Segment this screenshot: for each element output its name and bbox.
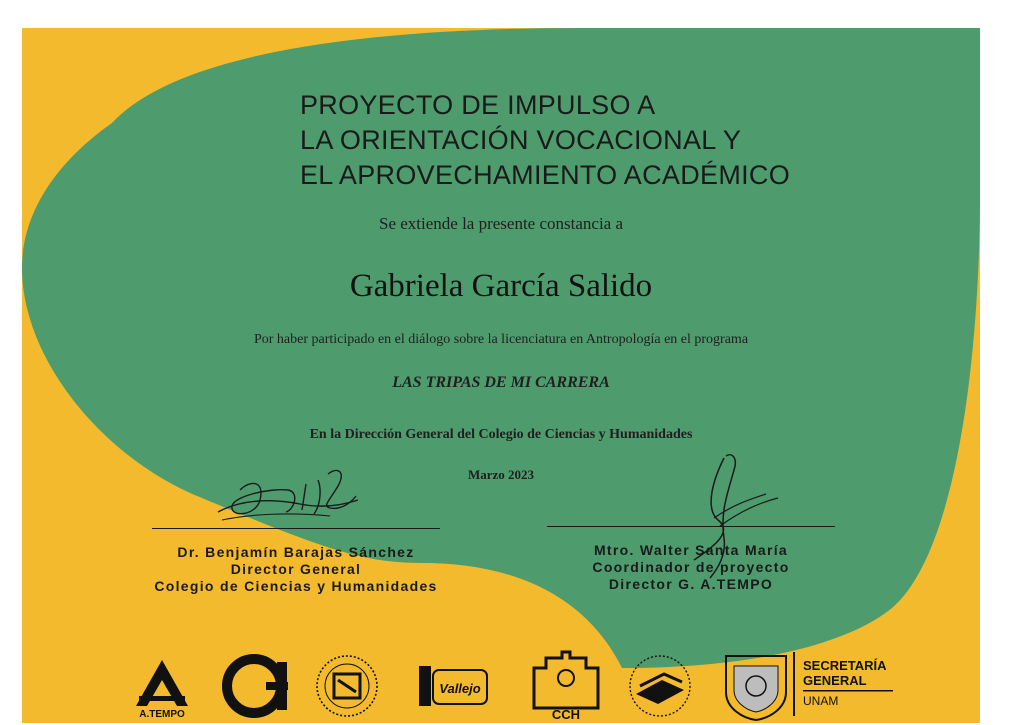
title-line-3: EL APROVECHAMIENTO ACADÉMICO [300,160,791,190]
ch-logo [227,659,288,713]
signatory-1-name: Dr. Benjamín Barajas Sánchez [177,544,415,560]
location-text: En la Dirección General del Colegio de Ciencias y Humanidades [309,427,693,442]
signature-line-1 [152,528,440,529]
program-name: LAS TRIPAS DE MI CARRERA [392,374,610,391]
signature-1 [210,460,370,535]
signatory-1-role: Director General [230,561,362,577]
reason-text: Por haber participado en el diálogo sobre la licenciatura en Antropología en el programa [253,332,749,347]
certificate-title [300,88,790,193]
title-line-1: PROYECTO DE IMPULSO A [300,90,656,120]
secretaria-general-logo [793,652,893,716]
books-seal-logo [630,656,690,716]
signatory-1 [116,544,476,595]
logos-strip [22,648,980,723]
vallejo-logo-text: Vallejo [439,681,481,696]
certificate-date: Marzo 2023 [467,467,535,482]
secretaria-line-3: UNAM [803,694,839,708]
signature-2 [654,448,794,588]
signatory-1-org: Colegio de Ciencias y Humanidades [154,578,438,594]
vallejo-logo [419,666,487,706]
unam-shield-logo [726,656,786,720]
signatory-2-org: Director G. A.TEMPO [608,576,774,592]
secretaria-line-2: GENERAL [803,673,867,688]
cch-logo-text: CCH [551,707,581,722]
atempo-logo-text: A.TEMPO [139,709,185,720]
atempo-logo [136,660,188,720]
title-line-2: LA ORIENTACIÓN VOCACIONAL Y [300,125,742,155]
recipient-name: Gabriela García Salido [349,268,653,304]
circular-seal-logo [317,656,377,716]
cch-logo [534,652,598,722]
intro-text: Se extiende la presente constancia a [378,214,624,233]
secretaria-line-1: SECRETARÍA [803,658,887,673]
signatory-2-name: Mtro. Walter Santa María [593,542,789,558]
signatory-2-role: Coordinador de proyecto [592,559,790,575]
certificate [22,28,980,723]
